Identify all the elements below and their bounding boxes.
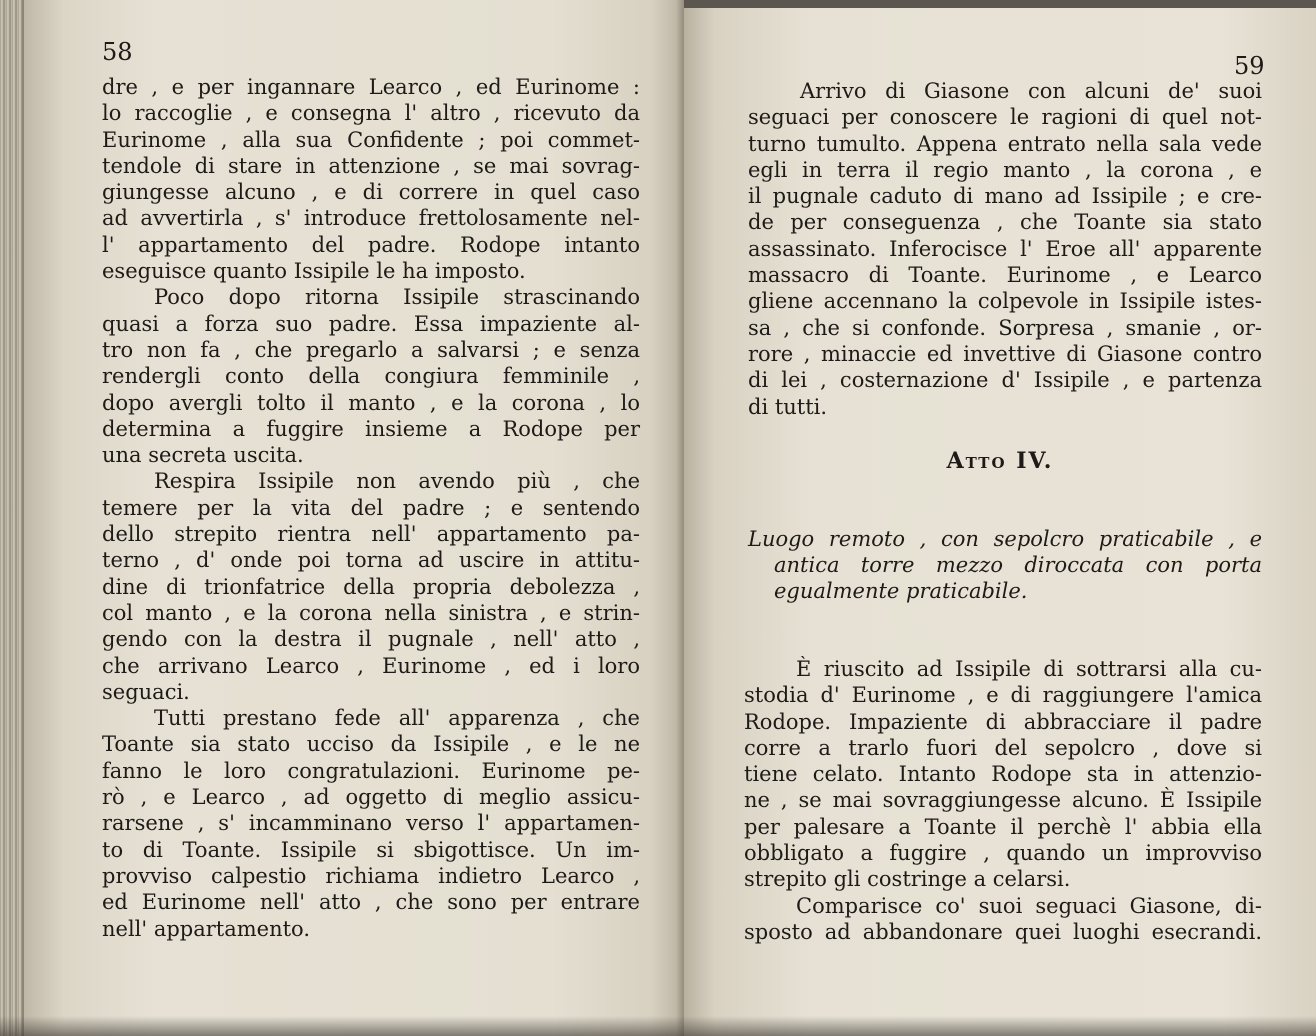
text-line: di tutti. [748,394,828,419]
page-bottom-shadow [0,1016,1316,1036]
text-line: dello strepito rientra nell' appartamento pa- [102,522,640,547]
text-line: l' appartamento del padre. Rodope intanto [102,232,640,257]
text-line: rarsene , s' incamminano verso l' appartamen- [102,811,640,836]
text-line: giungesse alcuno , e di correre in quel caso [102,180,640,205]
text-line: seguaci per conoscere le ragioni di quel not- [748,105,1262,130]
text-line: Comparisce co' suoi seguaci Giasone, di- [796,893,1262,918]
page-edges [0,0,22,1036]
text-line: lo raccoglie , e consegna l' altro , ricevuto da [102,101,640,126]
text-line: dopo avergli tolto il manto , e la corona , lo [102,390,640,415]
text-line: una secreta uscita. [102,443,304,468]
act-heading-text: Atto IV. [946,448,1054,474]
text-line: assassinato. Inferocisce l' Eroe all' apparente [748,236,1262,261]
text-line: Eurinome , alla sua Confidente ; poi commet- [102,127,640,152]
text-line: terno , d' onde poi torna ad uscire in attitu- [102,548,640,573]
text-line: rore , minaccie ed invettive di Giasone contro [748,341,1262,366]
act-heading [684,448,1316,474]
text-line: de per conseguenza , che Toante sia stato [748,210,1262,235]
text-line: eseguisce quanto Issipile le ha imposto. [102,259,526,284]
text-line: Toante sia stato ucciso da Issipile , e le ne [102,732,640,757]
text-line: col manto , e la corona nella sinistra , e strin- [102,600,640,625]
text-line: ed Eurinome nell' atto , che sono per entrare [102,890,640,915]
scene-line: antica torre mezzo diroccata con porta [774,553,1262,577]
right-page [684,0,1316,1036]
text-line: per palesare a Toante il perchè l' abbia ella [744,814,1262,839]
text-line: sposto ad abbandonare quei luoghi esecrandi. [744,919,1262,944]
text-line: di lei , costernazione d' Issipile , e partenza [748,368,1262,393]
page-number-right: 59 [1234,52,1265,80]
text-line: stodia d' Eurinome , e di raggiungere l'amica [744,683,1262,708]
text-line: che arrivano Learco , Eurinome , ed i loro [102,653,640,678]
scene-line: Luogo remoto , con sepolcro praticabile , e [748,527,1262,551]
text-line: provviso calpestio richiama indietro Learco , [102,863,640,888]
text-line: turno tumulto. Appena entrato nella sala vede [748,131,1262,156]
text-line: tiene celato. Intanto Rodope sta in attenzio- [744,762,1262,787]
text-line: temere per la vita del padre ; e sentendo [102,495,640,520]
text-line: dine di trionfatrice della propria debolezza , [102,574,640,599]
text-line: obbligato a fuggire , quando un improvviso [744,841,1262,866]
text-line: rò , e Learco , ad oggetto di meglio assicu- [102,785,640,810]
left-page-text [102,74,640,942]
text-line: to di Toante. Issipile si sbigottisce. Un im- [102,837,640,862]
text-line: Tutti prestano fede all' apparenza , che [154,706,640,731]
left-page [22,0,684,1036]
text-line: sa , che si confonde. Sorpresa , smanie , or- [748,315,1262,340]
text-line: corre a trarlo fuori del sepolcro , dove si [744,735,1262,760]
text-line: Respira Issipile non avendo più , che [154,469,640,494]
text-line: gendo con la destra il pugnale , nell' atto , [102,627,640,652]
text-line: strepito gli costringe a celarsi. [744,867,1071,892]
text-line: Poco dopo ritorna Issipile strascinando [154,285,640,310]
scene-line: egualmente praticabile. [774,579,1028,603]
text-line: egli in terra il regio manto , la corona , e [748,157,1262,182]
text-line: Arrivo di Giasone con alcuni de' suoi [800,79,1262,103]
scene-description [748,526,1262,604]
text-line: tendole di stare in attenzione , se mai sovrag- [102,153,640,178]
text-line: gliene accennano la colpevole in Issipile istes- [748,289,1262,314]
text-line: ne , se mai sovraggiungesse alcuno. È Issipile [744,788,1262,813]
text-line: determina a fuggire insieme a Rodope per [102,416,640,441]
text-line: nell' appartamento. [102,916,311,941]
right-page-top-edge [684,0,1316,8]
text-line: seguaci. [102,679,190,704]
text-line: massacro di Toante. Eurinome , e Learco [748,263,1262,288]
text-line: il pugnale caduto di mano ad Issipile ; e cre- [748,184,1262,209]
text-line: ad avvertirla , s' introduce frettolosamente nel- [102,206,640,231]
text-line: È riuscito ad Issipile di sottrarsi alla cu- [796,657,1262,681]
text-line: fanno le loro congratulazioni. Eurinome pe- [102,758,640,783]
text-line: rendergli conto della congiura femminile , [102,364,640,389]
page-number-left: 58 [102,38,133,66]
text-line: Rodope. Impaziente di abbracciare il padre [744,709,1262,734]
text-line: dre , e per ingannare Learco , ed Eurinome : [102,75,640,99]
text-line: tro non fa , che pregarlo a salvarsi ; e senza [102,337,640,362]
text-line: quasi a forza suo padre. Essa impaziente al- [102,311,640,336]
right-page-text-top [748,78,1262,420]
right-page-text-bottom [744,656,1262,945]
